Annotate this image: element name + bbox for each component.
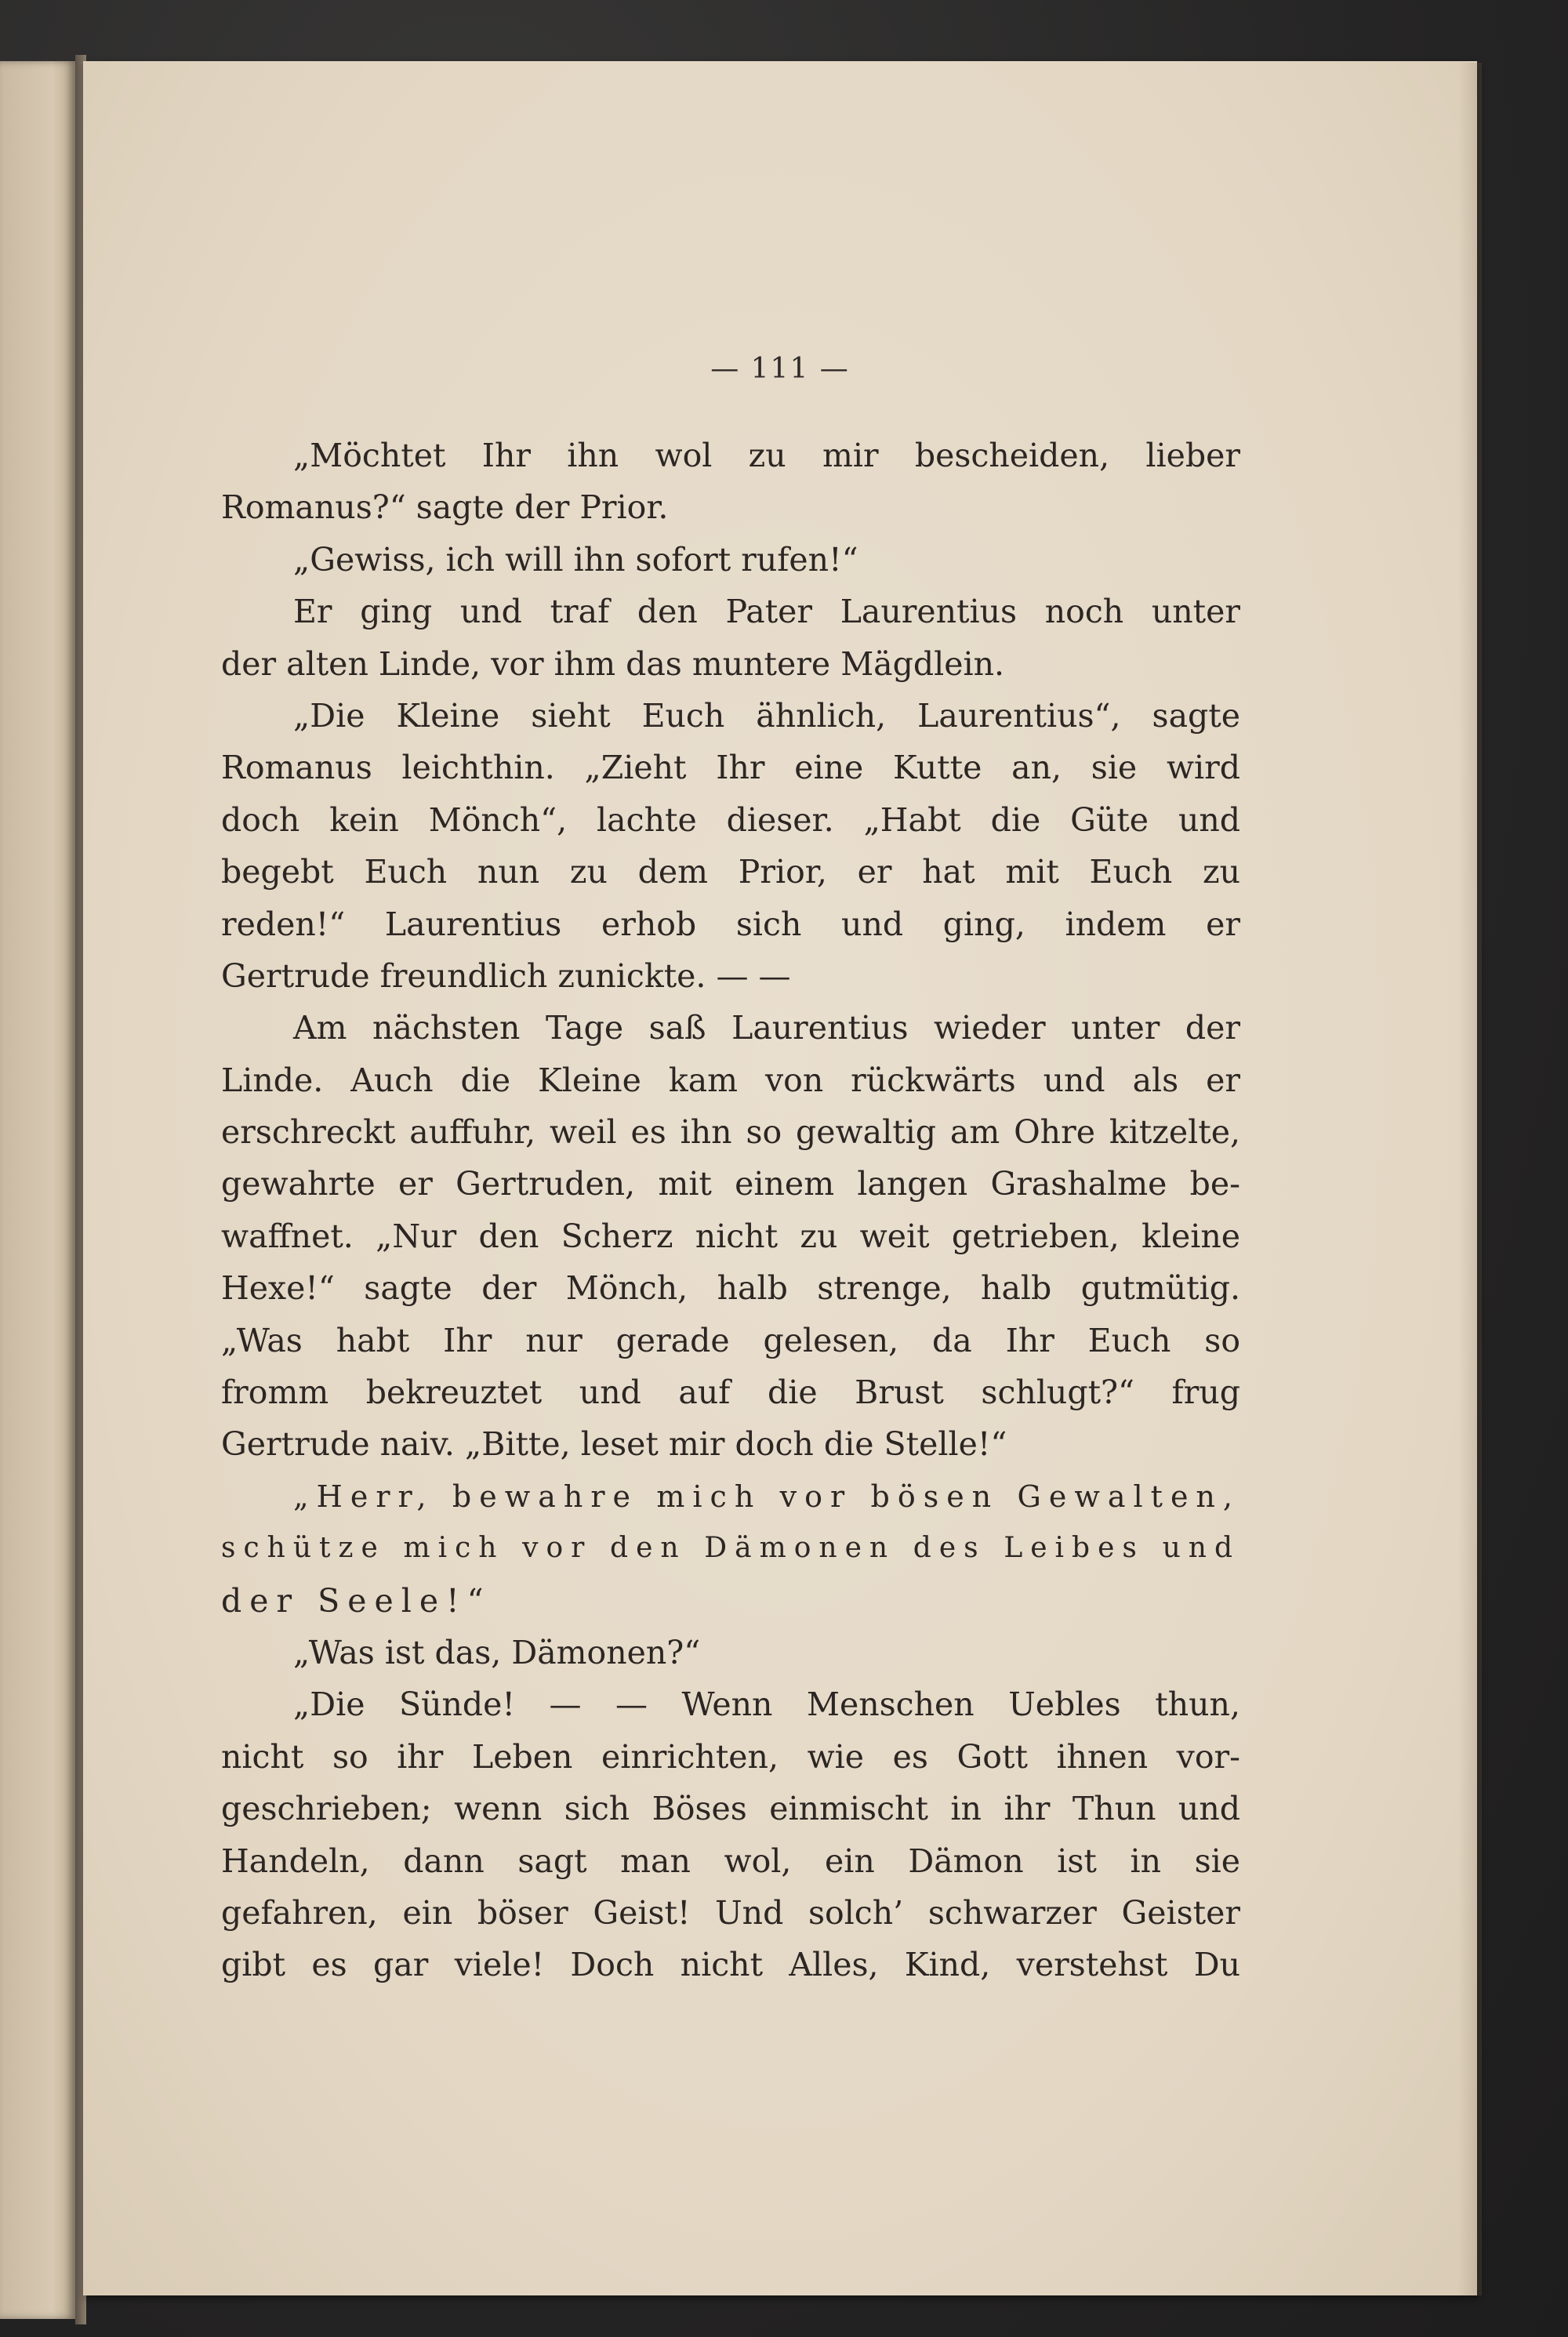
text-line: „Was ist das, Dämonen?“ [293,1633,701,1671]
page-number: — 111 — [710,353,850,385]
text-line: „Die Sünde! — — Wenn Menschen Uebles thun, [293,1686,1240,1724]
text-line: „Möchtet Ihr ihn wol zu mir bescheiden, lieber [293,437,1240,474]
book-page [83,61,1477,2295]
text-line: schütze mich vor den Dämonen des Leibes und [221,1532,1240,1565]
page-edge-shadow [1458,63,1482,2295]
text-line: „Gewiss, ich will ihn sofort rufen!“ [293,540,858,579]
page-text [221,430,1240,1991]
text-line: „Die Kleine sieht Euch ähnlich, Laurentius“, sagte [293,696,1240,735]
text-line: doch kein Mönch“, lachte dieser. „Habt die Güte und [221,800,1240,839]
text-line: der Seele!“ [221,1581,492,1620]
text-line: begebt Euch nun zu dem Prior, er hat mit Euch zu [221,853,1240,891]
text-line: „Was habt Ihr nur gerade gelesen, da Ihr Euch so [221,1321,1240,1359]
text-line: nicht so ihr Leben einrichten, wie es Gott ihnen vor- [221,1737,1240,1776]
text-line: Linde. Auch die Kleine kam von rückwärts und als er [221,1061,1240,1099]
text-line: „Herr, bewahre mich vor bösen Gewalten, [293,1479,1240,1514]
text-line: fromm bekreuztet und auf die Brust schlugt?“ frug [221,1374,1240,1412]
text-line: der alten Linde, vor ihm das muntere Mägdlein. [221,644,1005,683]
text-line: gibt es gar viele! Doch nicht Alles, Kind, verstehst Du [221,1946,1240,1984]
text-line: erschreckt auffuhr, weil es ihn so gewaltig am Ohre kitzelte, [221,1113,1240,1152]
text-line: Romanus?“ sagte der Prior. [221,488,669,527]
text-line: gewahrte er Gertruden, mit einem langen Grashalme be- [221,1165,1240,1203]
text-line: waffnet. „Nur den Scherz nicht zu weit getrieben, kleine [221,1217,1240,1255]
text-line: geschrieben; wenn sich Böses einmischt in ihr Thun und [221,1790,1240,1828]
previous-page-edge [0,61,75,2319]
text-line: Hexe!“ sagte der Mönch, halb strenge, halb gutmütig. [221,1269,1240,1308]
text-line: Am nächsten Tage saß Laurentius wieder unter der [293,1009,1240,1047]
text-line: Romanus leichthin. „Zieht Ihr eine Kutte an, sie wird [221,749,1240,787]
text-line: gefahren, ein böser Geist! Und solch’ schwarzer Geister [221,1893,1240,1932]
text-line: Handeln, dann sagt man wol, ein Dämon ist in sie [221,1842,1240,1880]
text-line: Er ging und traf den Pater Laurentius noch unter [293,593,1240,631]
text-line: Gertrude freundlich zunickte. — — [221,956,791,995]
text-line: reden!“ Laurentius erhob sich und ging, indem er [221,905,1240,943]
text-line: Gertrude naiv. „Bitte, leset mir doch die Stelle!“ [221,1425,1007,1464]
